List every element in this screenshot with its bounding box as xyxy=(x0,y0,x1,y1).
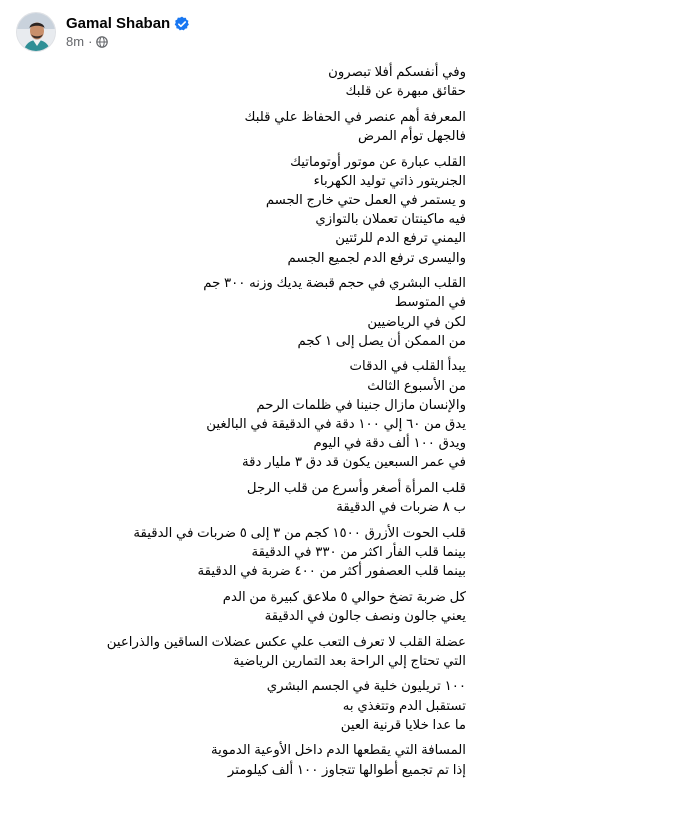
post-paragraph xyxy=(20,107,466,145)
post-text-line: من الأسبوع الثالث xyxy=(367,377,466,393)
post-paragraph xyxy=(20,478,466,516)
post-text-line: يدق من ٦٠ إلي ١٠٠ دقة في الدقيقة في البالغين xyxy=(206,416,466,432)
post-text-line: المسافة التي يقطعها الدم داخل الأوعية الدموية xyxy=(211,742,466,758)
post-text-line: عضلة القلب لا تعرف التعب علي عكس عضلات الساقين والذراعين xyxy=(106,633,466,649)
post-header xyxy=(16,10,190,54)
post-text-line: ويدق ١٠٠ ألف دقة في اليوم xyxy=(313,435,466,451)
meta-separator: · xyxy=(88,34,93,49)
post-paragraph xyxy=(20,62,466,100)
post-text-line: بينما قلب الفأر اكثر من ٣٣٠ في الدقيقة xyxy=(251,544,466,560)
post-text-line: الجنريتور ذاتي توليد الكهرباء xyxy=(313,172,466,188)
post-text-line: ب ٨ ضربات في الدقيقة xyxy=(336,499,466,515)
post-text-line: اليمني ترفع الدم للرئتين xyxy=(335,230,466,246)
post-text-line: والإنسان مازال جنينا في ظلمات الرحم xyxy=(256,396,466,412)
post-paragraph xyxy=(20,632,466,670)
post-text-line: التي تحتاج إلي الراحة بعد التمارين الرياضية xyxy=(233,652,466,668)
post-text-line: في المتوسط xyxy=(394,294,466,310)
post-text-line: وفي أنفسكم أفلا تبصرون xyxy=(328,64,466,79)
post-paragraph xyxy=(20,273,466,350)
author-name[interactable]: Gamal Shaban xyxy=(66,15,171,32)
avatar-photo xyxy=(17,13,56,52)
post-text-line: بينما قلب العصفور أكثر من ٤٠٠ ضربة في الدقيقة xyxy=(197,563,466,579)
verified-badge-icon xyxy=(174,16,190,32)
post-paragraph xyxy=(20,152,466,267)
post-text-line: القلب البشري في حجم قبضة يديك وزنه ٣٠٠ جم xyxy=(203,275,466,291)
avatar[interactable] xyxy=(16,12,56,52)
post-meta xyxy=(66,15,190,49)
post-text-line: فالجهل توأم المرض xyxy=(358,128,466,143)
post-paragraph xyxy=(20,676,466,734)
post-time[interactable]: 8m xyxy=(66,34,85,49)
post-text-line: لكن في الرياضيين xyxy=(367,313,466,329)
post-text-line: و يستمر في العمل حتي خارج الجسم xyxy=(265,192,466,207)
post-text-line: يعني جالون ونصف جالون في الدقيقة xyxy=(264,608,466,624)
post-text-line: حقائق مبهرة عن قلبك xyxy=(345,83,466,99)
post-text-line: المعرفة أهم عنصر في الحفاظ علي قلبك xyxy=(244,108,466,124)
post-paragraph xyxy=(20,523,466,581)
post-text-line: إذا تم تجميع أطوالها تتجاوز ١٠٠ ألف كيلومتر xyxy=(227,761,466,777)
post-text-line: ١٠٠ تريليون خلية في الجسم البشري xyxy=(266,678,466,694)
globe-icon[interactable] xyxy=(96,36,108,48)
post-text-line: القلب عبارة عن موتور أوتوماتيك xyxy=(290,153,466,169)
post-text-line: قلب المرأة أصغر وأسرع من قلب الرجل xyxy=(246,480,466,496)
post-text-line: من الممكن أن يصل إلى ١ كجم xyxy=(297,332,466,348)
post-text-line: ما عدا خلايا قرنية العين xyxy=(340,716,466,732)
post-paragraph xyxy=(20,356,466,471)
post-text-line: واليسرى ترفع الدم لجميع الجسم xyxy=(287,249,466,265)
post-text-line: في عمر السبعين يكون قد دق ٣ مليار دقة xyxy=(242,454,466,470)
post-text-line: تستقبل الدم وتتغذي به xyxy=(342,697,466,713)
post-text-line: فيه ماكينتان تعملان بالتوازي xyxy=(315,211,466,227)
author-row xyxy=(66,15,190,32)
timestamp-row xyxy=(66,34,190,49)
post-body-text xyxy=(20,62,466,785)
post-text-line: قلب الحوت الأزرق ١٥٠٠ كجم من ٣ إلى ٥ ضربات في الدقيقة xyxy=(133,524,466,540)
post-text-line: كل ضربة تضخ حوالي ٥ ملاعق كبيرة من الدم xyxy=(222,588,466,604)
post-paragraph xyxy=(20,740,466,778)
post-text-line: يبدأ القلب في الدقات xyxy=(349,358,466,374)
post-paragraph xyxy=(20,587,466,625)
